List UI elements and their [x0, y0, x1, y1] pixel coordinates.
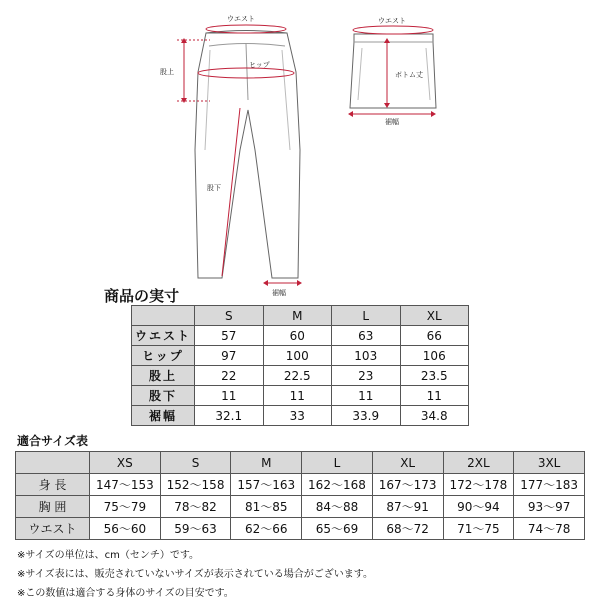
table-row	[16, 496, 585, 518]
table-row	[16, 518, 585, 540]
row-header: 股下	[132, 386, 195, 406]
table-cell: 62〜66	[231, 518, 302, 540]
table-cell: 59〜63	[160, 518, 231, 540]
table-cell: 157〜163	[231, 474, 302, 496]
row-header: 胸 囲	[16, 496, 90, 518]
table-header-cell: L	[332, 306, 401, 326]
table-header-cell: M	[263, 306, 332, 326]
table-cell: 11	[332, 386, 401, 406]
row-header: 身 長	[16, 474, 90, 496]
row-header: ウエスト	[132, 326, 195, 346]
table-cell: 172〜178	[443, 474, 514, 496]
table-cell: 71〜75	[443, 518, 514, 540]
note-line: ※この数値は適合する身体のサイズの目安です。	[17, 588, 234, 599]
skirt-hem-label: 裾幅	[385, 118, 399, 126]
table-cell: 177〜183	[514, 474, 585, 496]
table-cell: 68〜72	[372, 518, 443, 540]
row-header: ヒップ	[132, 346, 195, 366]
note-line: ※サイズ表には、販売されていないサイズが表示されている場合がございます。	[17, 569, 373, 580]
table-cell: 32.1	[195, 406, 264, 426]
hip-label: ヒップ	[249, 61, 270, 69]
table-row	[132, 326, 469, 346]
table-cell: 81〜85	[231, 496, 302, 518]
table-cell: 11	[195, 386, 264, 406]
size-chart-title: 適合サイズ表	[17, 434, 89, 448]
table-header-cell	[132, 306, 195, 326]
table-cell: 56〜60	[90, 518, 161, 540]
inseam-label: 股下	[207, 184, 221, 192]
table-cell: 65〜69	[302, 518, 373, 540]
table-cell: 74〜78	[514, 518, 585, 540]
table-cell: 106	[400, 346, 469, 366]
table-cell: 33.9	[332, 406, 401, 426]
table-cell: 162〜168	[302, 474, 373, 496]
table-cell: 78〜82	[160, 496, 231, 518]
table-header-cell: 3XL	[514, 452, 585, 474]
table-cell: 75〜79	[90, 496, 161, 518]
table-cell: 84〜88	[302, 496, 373, 518]
hem-label: 裾幅	[272, 289, 286, 297]
table-header-cell: XS	[90, 452, 161, 474]
table-row	[16, 474, 585, 496]
table-row	[132, 346, 469, 366]
table-cell: 93〜97	[514, 496, 585, 518]
table-cell: 57	[195, 326, 264, 346]
table-cell: 11	[400, 386, 469, 406]
table-cell: 33	[263, 406, 332, 426]
table-cell: 152〜158	[160, 474, 231, 496]
size-diagram	[0, 0, 600, 295]
note-line: ※サイズの単位は、cm（センチ）です。	[17, 550, 200, 561]
table-cell: 97	[195, 346, 264, 366]
size-chart-table	[15, 451, 585, 540]
waist-label: ウエスト	[227, 15, 255, 23]
table-header-cell	[16, 452, 90, 474]
garment-illustration	[0, 0, 600, 295]
table-header-cell: S	[195, 306, 264, 326]
table-cell: 60	[263, 326, 332, 346]
table-header-row	[132, 306, 469, 326]
table-cell: 22.5	[263, 366, 332, 386]
table-row	[132, 366, 469, 386]
table-cell: 34.8	[400, 406, 469, 426]
notes	[17, 546, 373, 603]
table-cell: 103	[332, 346, 401, 366]
table-cell: 66	[400, 326, 469, 346]
row-header: ウエスト	[16, 518, 90, 540]
product-measurements-title: 商品の実寸	[104, 287, 180, 305]
rise-label: 股上	[160, 68, 174, 76]
table-cell: 90〜94	[443, 496, 514, 518]
skirt-outline	[350, 34, 436, 108]
row-header: 股上	[132, 366, 195, 386]
table-cell: 22	[195, 366, 264, 386]
table-header-cell: 2XL	[443, 452, 514, 474]
table-cell: 23.5	[400, 366, 469, 386]
table-cell: 87〜91	[372, 496, 443, 518]
row-header: 裾幅	[132, 406, 195, 426]
table-row	[132, 406, 469, 426]
table-row	[132, 386, 469, 406]
table-header-cell: S	[160, 452, 231, 474]
table-cell: 167〜173	[372, 474, 443, 496]
table-header-row	[16, 452, 585, 474]
bottom-length-label: ボトム丈	[395, 71, 423, 79]
table-cell: 147〜153	[90, 474, 161, 496]
table-cell: 100	[263, 346, 332, 366]
table-cell: 63	[332, 326, 401, 346]
product-measurements-table	[131, 305, 469, 426]
table-header-cell: L	[302, 452, 373, 474]
table-header-cell: XL	[372, 452, 443, 474]
skirt-waist-label: ウエスト	[378, 17, 406, 25]
table-header-cell: XL	[400, 306, 469, 326]
table-cell: 11	[263, 386, 332, 406]
table-cell: 23	[332, 366, 401, 386]
table-header-cell: M	[231, 452, 302, 474]
